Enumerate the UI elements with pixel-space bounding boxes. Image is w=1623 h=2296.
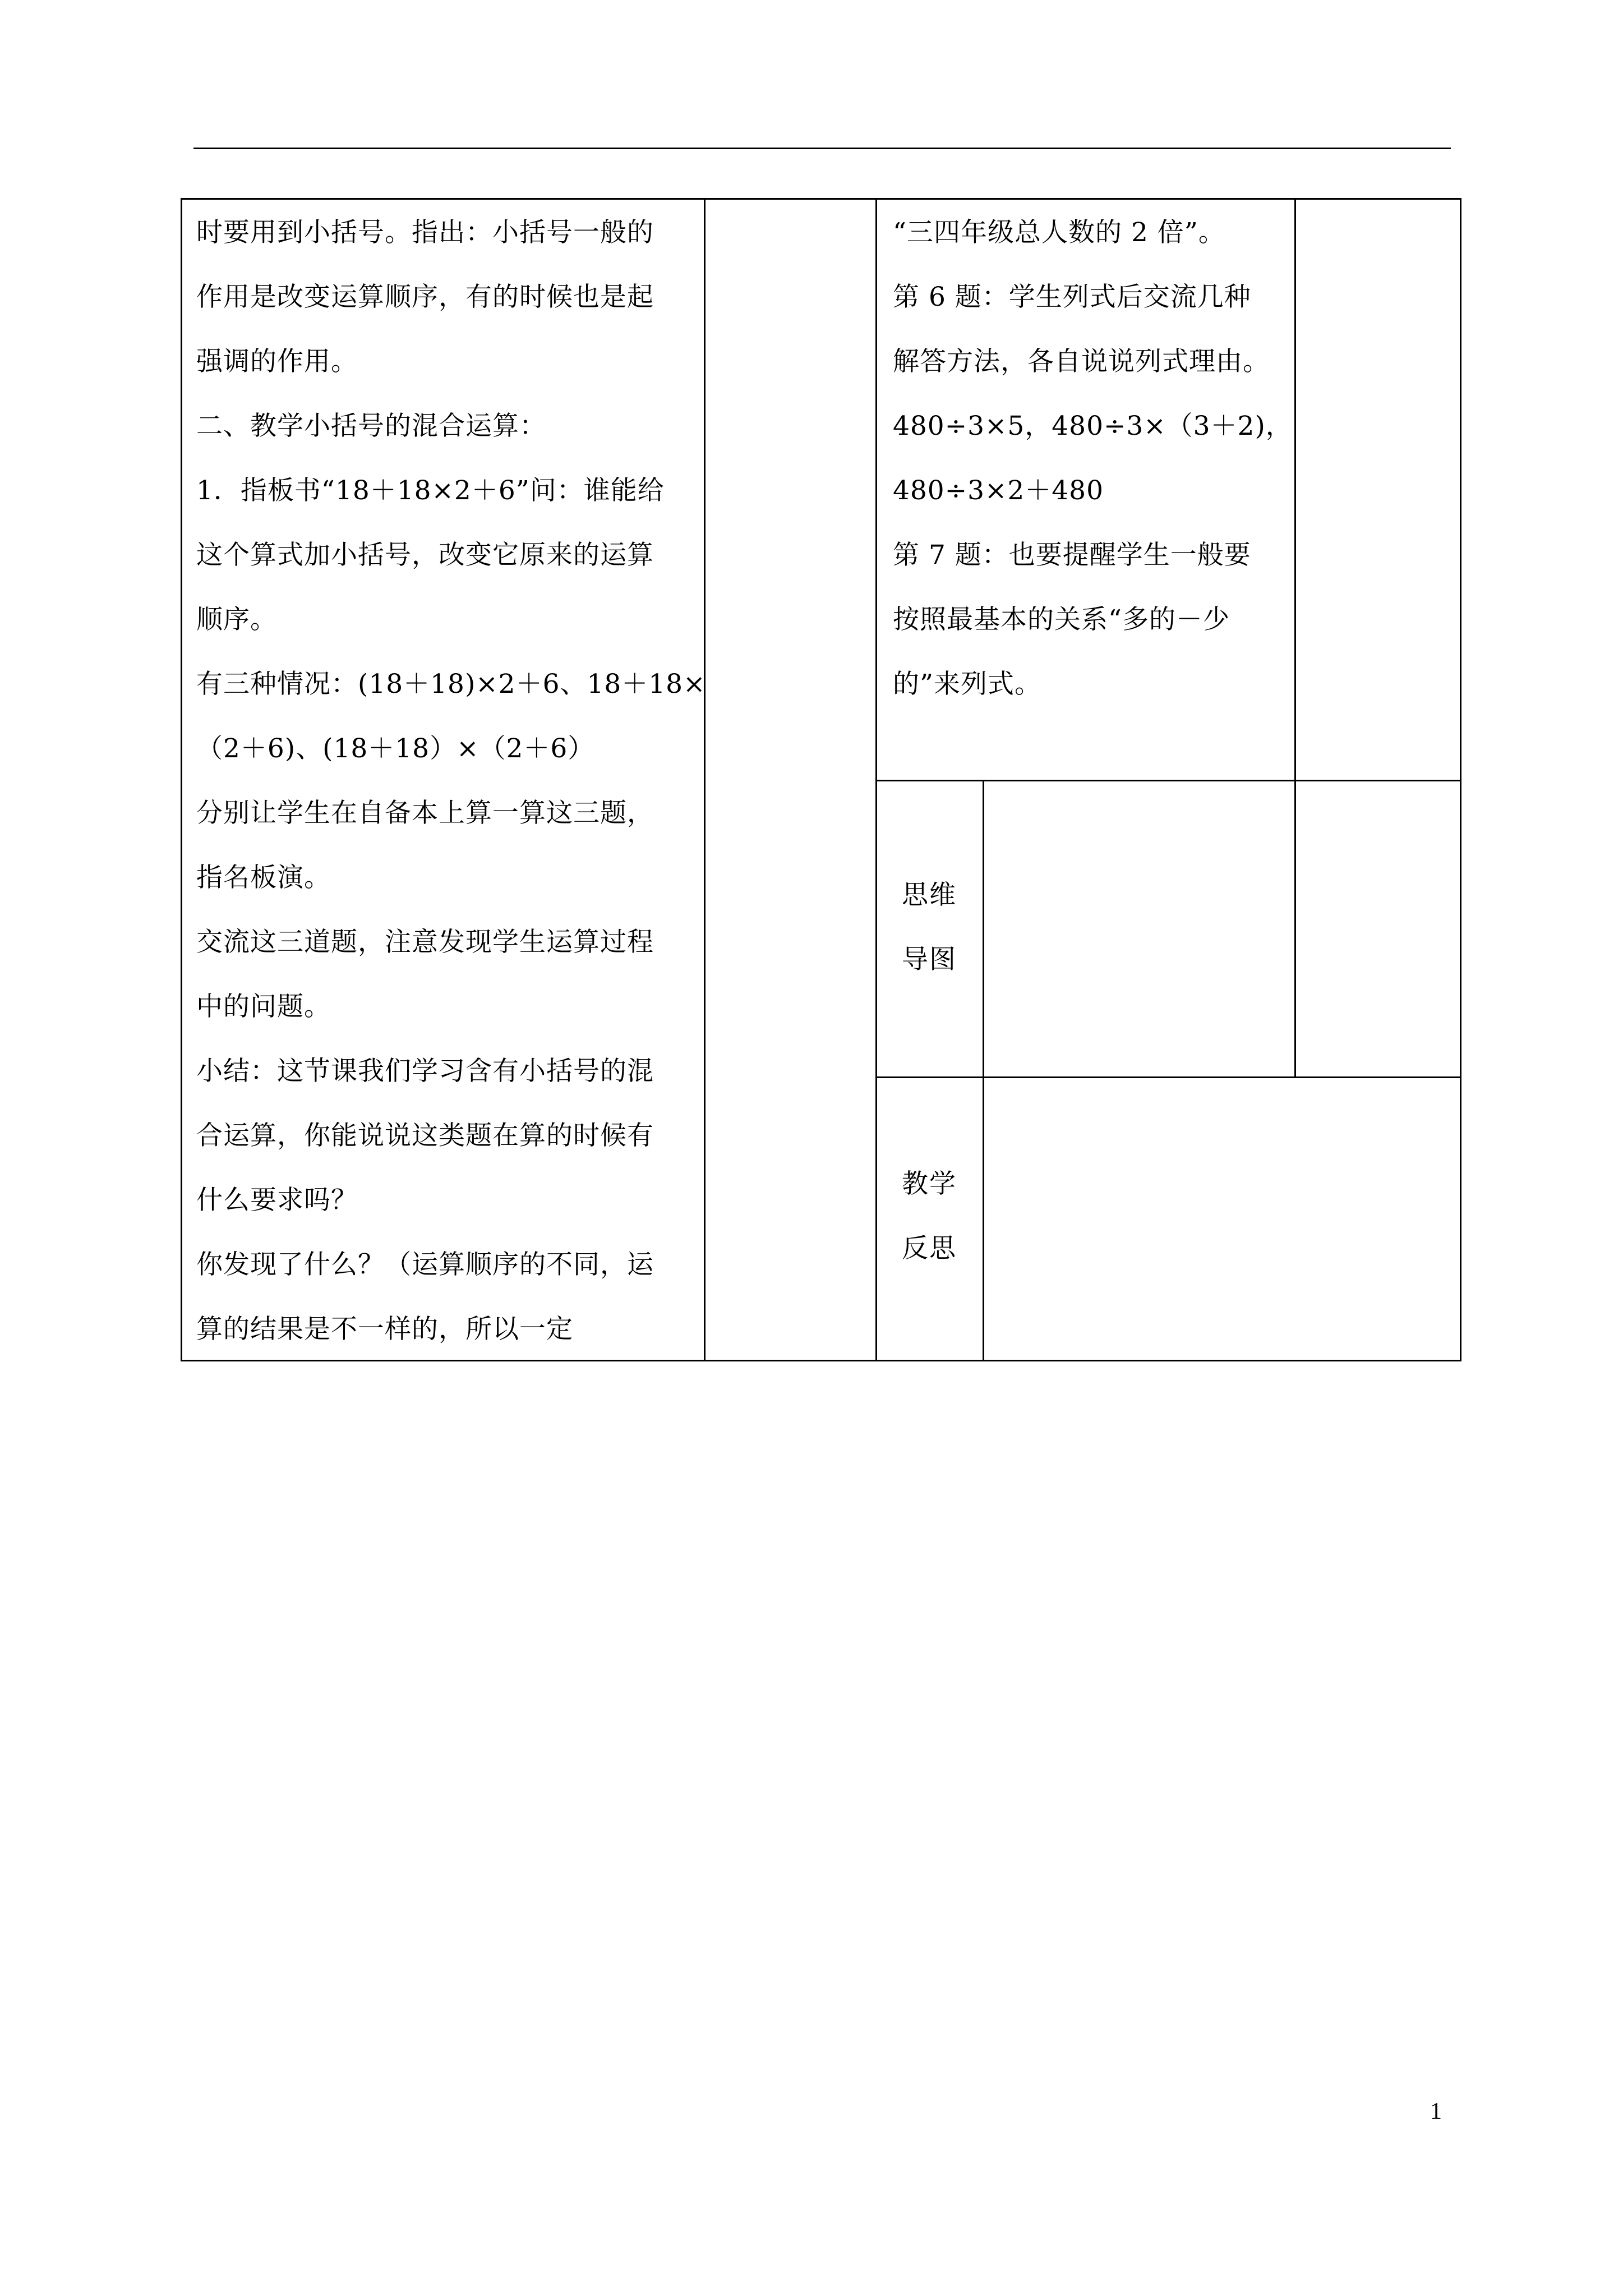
header-rule [193,148,1451,149]
left-line-7: 顺序。 [196,604,277,635]
left-line-17: 你发现了什么？（运算顺序的不同，运 [196,1249,654,1280]
divider-row-1 [875,780,1461,781]
left-line-8: 有三种情况：(18＋18)×2＋6、18＋18× [196,669,706,700]
left-line-13: 中的问题。 [196,991,331,1022]
right-line-1: “三四年级总人数的 2 倍”。 [893,217,1225,248]
right-line-4: 480÷3×5，480÷3×（3＋2)， [893,411,1293,441]
left-line-14: 小结：这节课我们学习含有小括号的混 [196,1056,654,1087]
left-line-3: 强调的作用。 [196,346,358,377]
mind-map-label-line-1: 思维 [902,880,957,910]
right-line-5: 480÷3×2＋480 [893,475,1104,506]
table-border-left [181,198,182,1361]
mind-map-label-line-2: 导图 [902,944,957,975]
right-line-8: 的”来列式。 [893,669,1042,700]
left-line-16: 什么要求吗？ [196,1185,358,1216]
reflection-label-line-2: 反思 [902,1233,957,1264]
left-line-2: 作用是改变运算顺序，有的时候也是起 [196,282,654,312]
left-line-4: 二、教学小括号的混合运算： [196,411,546,441]
left-line-6: 这个算式加小括号，改变它原来的运算 [196,540,654,570]
divider-label-col [983,780,984,1361]
right-line-6: 第 7 题：也要提醒学生一般要 [893,540,1251,570]
left-line-1: 时要用到小括号。指出：小括号一般的 [196,217,654,248]
left-line-5: 1．指板书“18＋18×2＋6”问：谁能给 [196,475,665,506]
page-number: 1 [1430,2099,1442,2124]
divider-col-3 [1294,198,1296,1078]
left-line-18: 算的结果是不一样的，所以一定 [196,1314,573,1345]
left-line-11: 指名板演。 [196,862,331,893]
right-line-7: 按照最基本的关系“多的－少 [893,604,1230,635]
reflection-label-line-1: 教学 [902,1168,957,1199]
left-line-15: 合运算，你能说说这类题在算的时候有 [196,1120,654,1151]
left-line-10: 分别让学生在自备本上算一算这三题， [196,798,654,829]
right-line-2: 第 6 题：学生列式后交流几种 [893,282,1251,312]
divider-col-1 [704,198,706,1361]
divider-row-2 [875,1076,1461,1078]
left-line-9: （2＋6)、(18＋18）×（2＋6） [196,733,595,764]
right-line-3: 解答方法，各自说说列式理由。 [893,346,1270,377]
left-line-12: 交流这三道题，注意发现学生运算过程 [196,927,654,958]
